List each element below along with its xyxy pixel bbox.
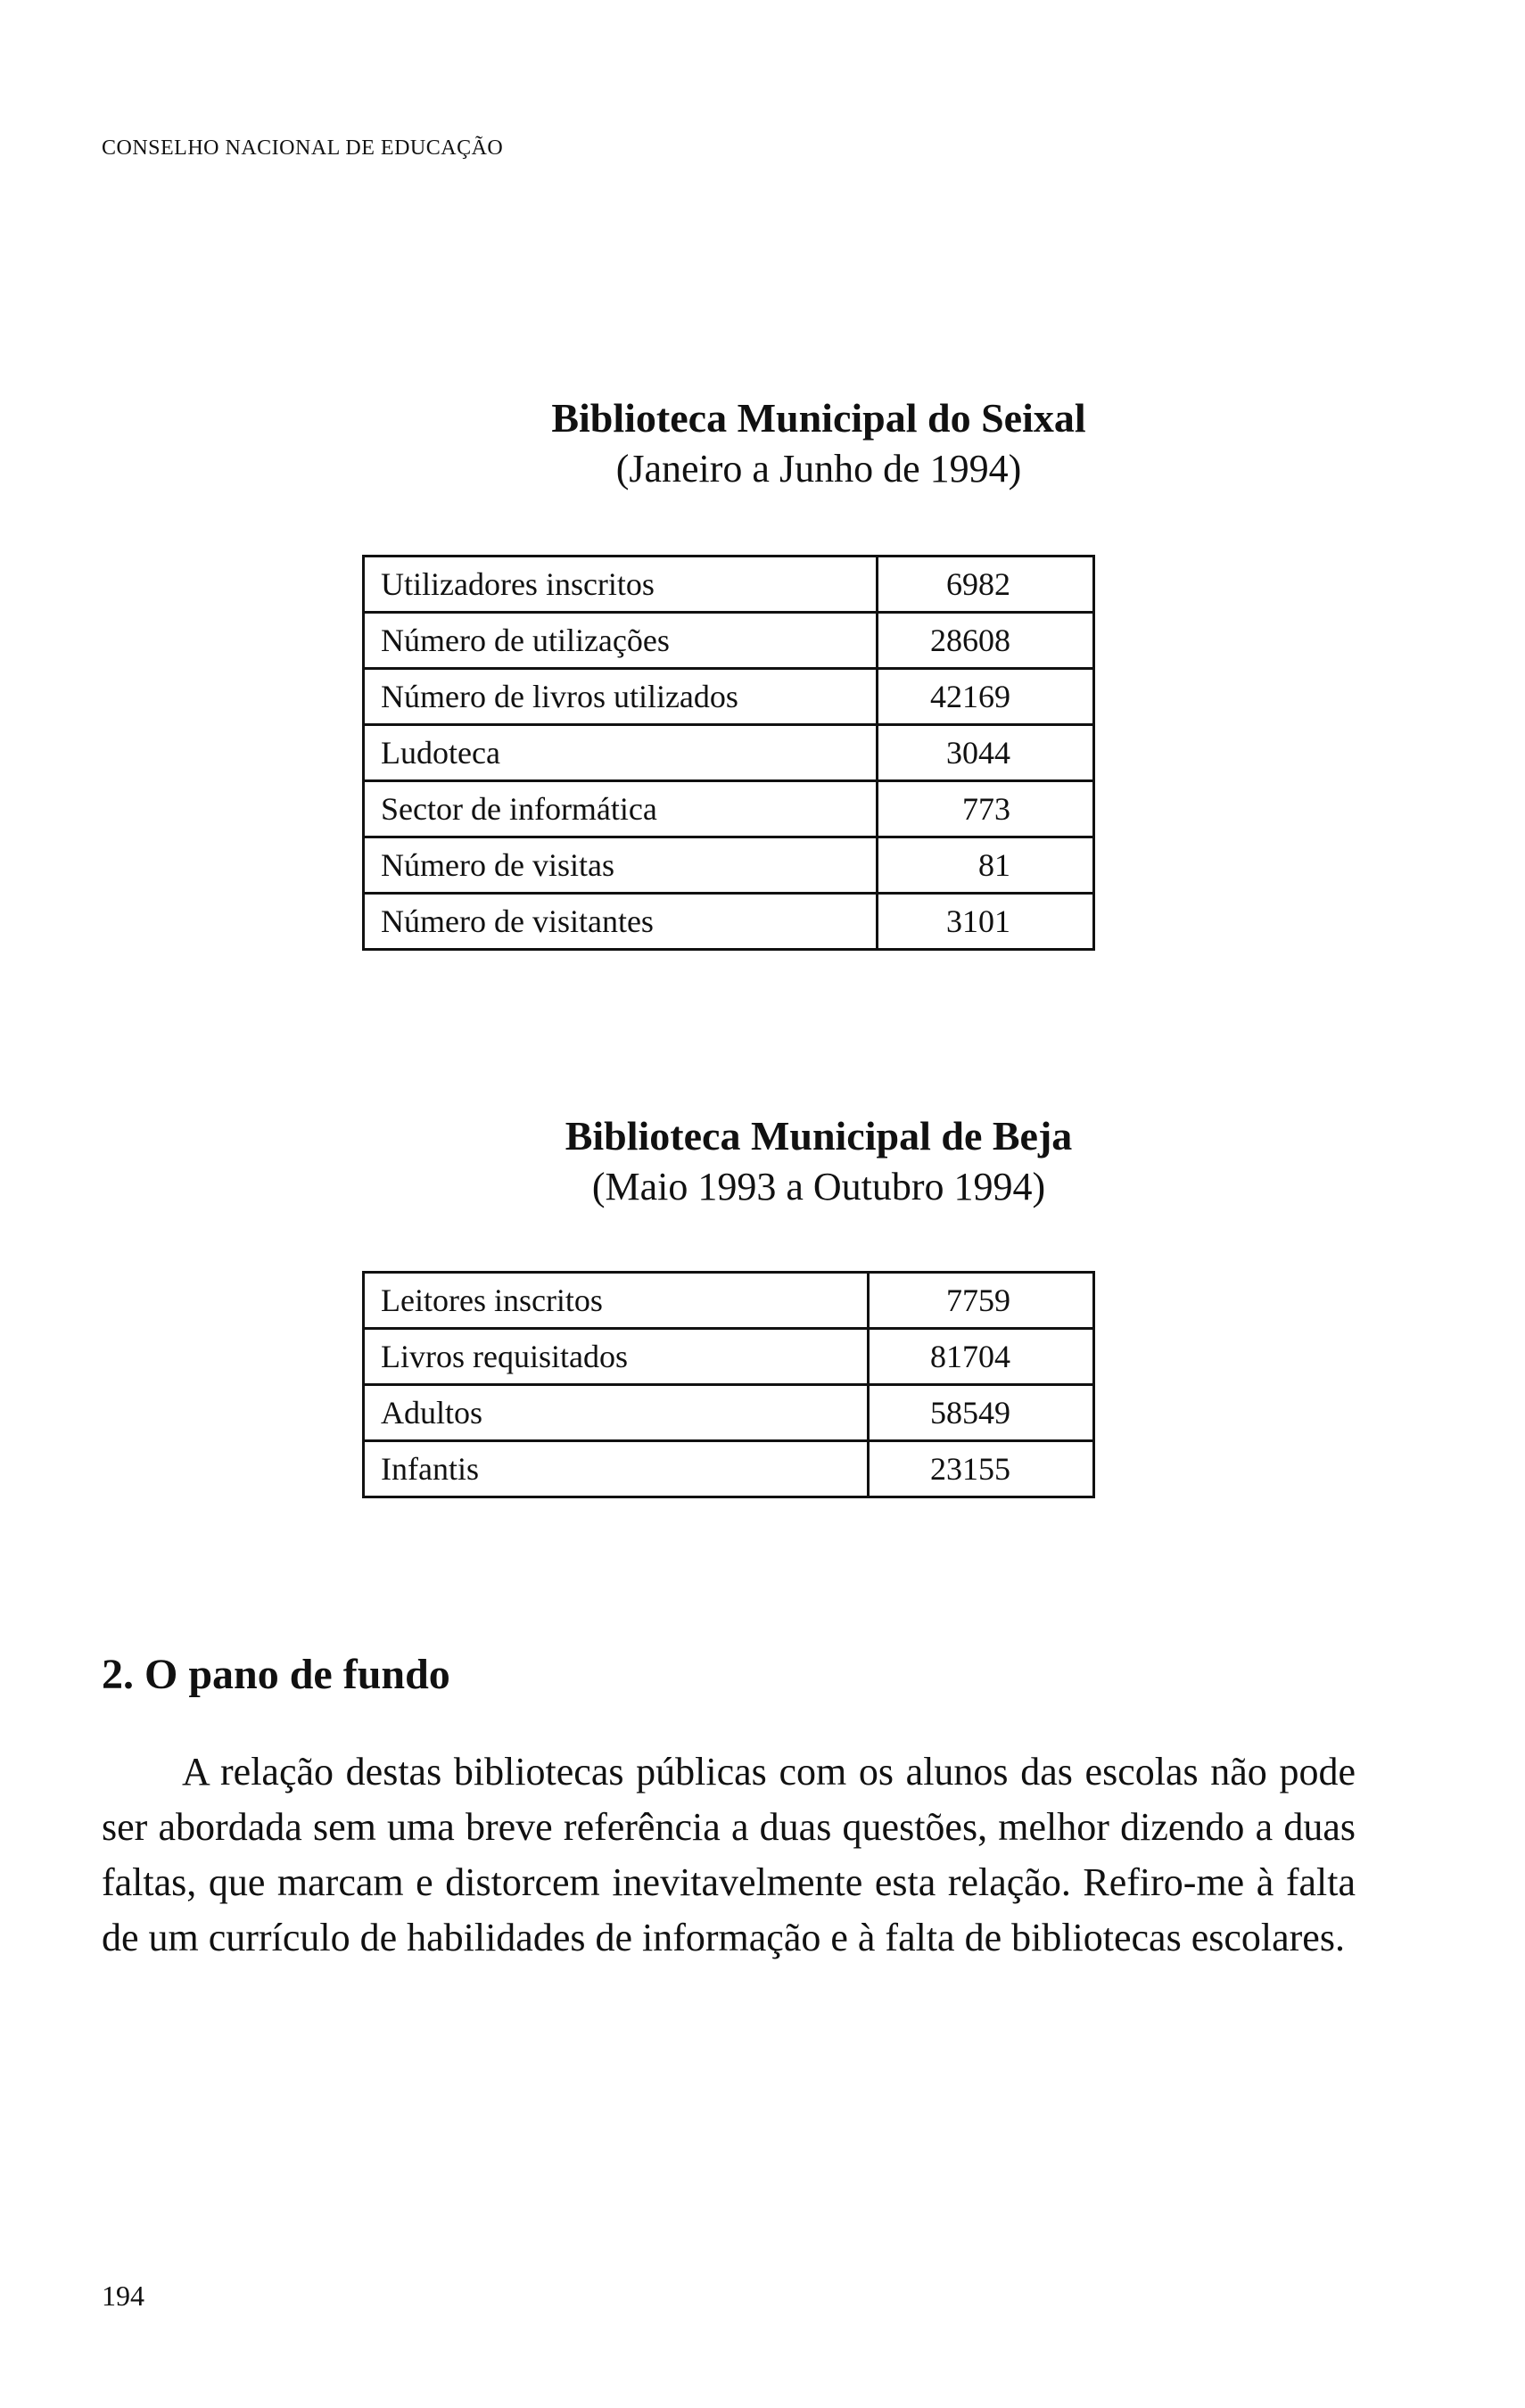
table-1-caption [56,392,1525,493]
table-row [364,1385,1094,1441]
row-label: Ludoteca [364,725,878,781]
row-label: Adultos [364,1385,869,1441]
row-value: 6982 [878,557,1094,613]
table-row [364,837,1094,894]
row-value: 28608 [878,613,1094,669]
row-value: 773 [878,781,1094,837]
table-row [364,781,1094,837]
row-value: 58549 [869,1385,1094,1441]
table-row [364,1273,1094,1329]
row-label: Número de visitantes [364,894,878,950]
row-value: 3044 [878,725,1094,781]
row-label: Leitores inscritos [364,1273,869,1329]
row-value: 7759 [869,1273,1094,1329]
running-head: CONSELHO NACIONAL DE EDUCAÇÃO [102,136,504,160]
table-row [364,669,1094,725]
row-value: 3101 [878,894,1094,950]
row-label: Sector de informática [364,781,878,837]
row-value: 42169 [878,669,1094,725]
row-label: Número de utilizações [364,613,878,669]
table-2-subtitle: (Maio 1993 a Outubro 1994) [591,1164,1046,1208]
table-row [364,725,1094,781]
row-label: Número de livros utilizados [364,669,878,725]
table-1-title: Biblioteca Municipal do Seixal [551,395,1086,441]
row-label: Livros requisitados [364,1329,869,1385]
row-label: Utilizadores inscritos [364,557,878,613]
table-1-subtitle: (Janeiro a Junho de 1994) [615,446,1022,491]
row-label: Infantis [364,1441,869,1497]
table-2-title: Biblioteca Municipal de Beja [565,1113,1073,1159]
table-row [364,613,1094,669]
body-paragraph: A relação destas bibliotecas públicas com os alunos das escolas não pode ser abordada sem uma breve referência a duas questões, melhor dizendo a duas faltas, que marcam e distorcem inevitavelmente esta relação. Refiro-me à falta de um currículo de habilidades de informação e à falta de bibliotecas escolares. [102,1750,1356,1959]
section-heading: 2. O pano de fundo [102,1651,450,1698]
row-label: Número de visitas [364,837,878,894]
row-value: 81704 [869,1329,1094,1385]
table-row [364,1441,1094,1497]
page-number: 194 [102,2280,144,2312]
beja-stats-table [362,1271,1095,1498]
table-row [364,557,1094,613]
seixal-stats-table [362,555,1095,951]
table-row [364,1329,1094,1385]
table-row [364,894,1094,950]
row-value: 81 [878,837,1094,894]
table-2-caption [56,1110,1525,1211]
row-value: 23155 [869,1441,1094,1497]
